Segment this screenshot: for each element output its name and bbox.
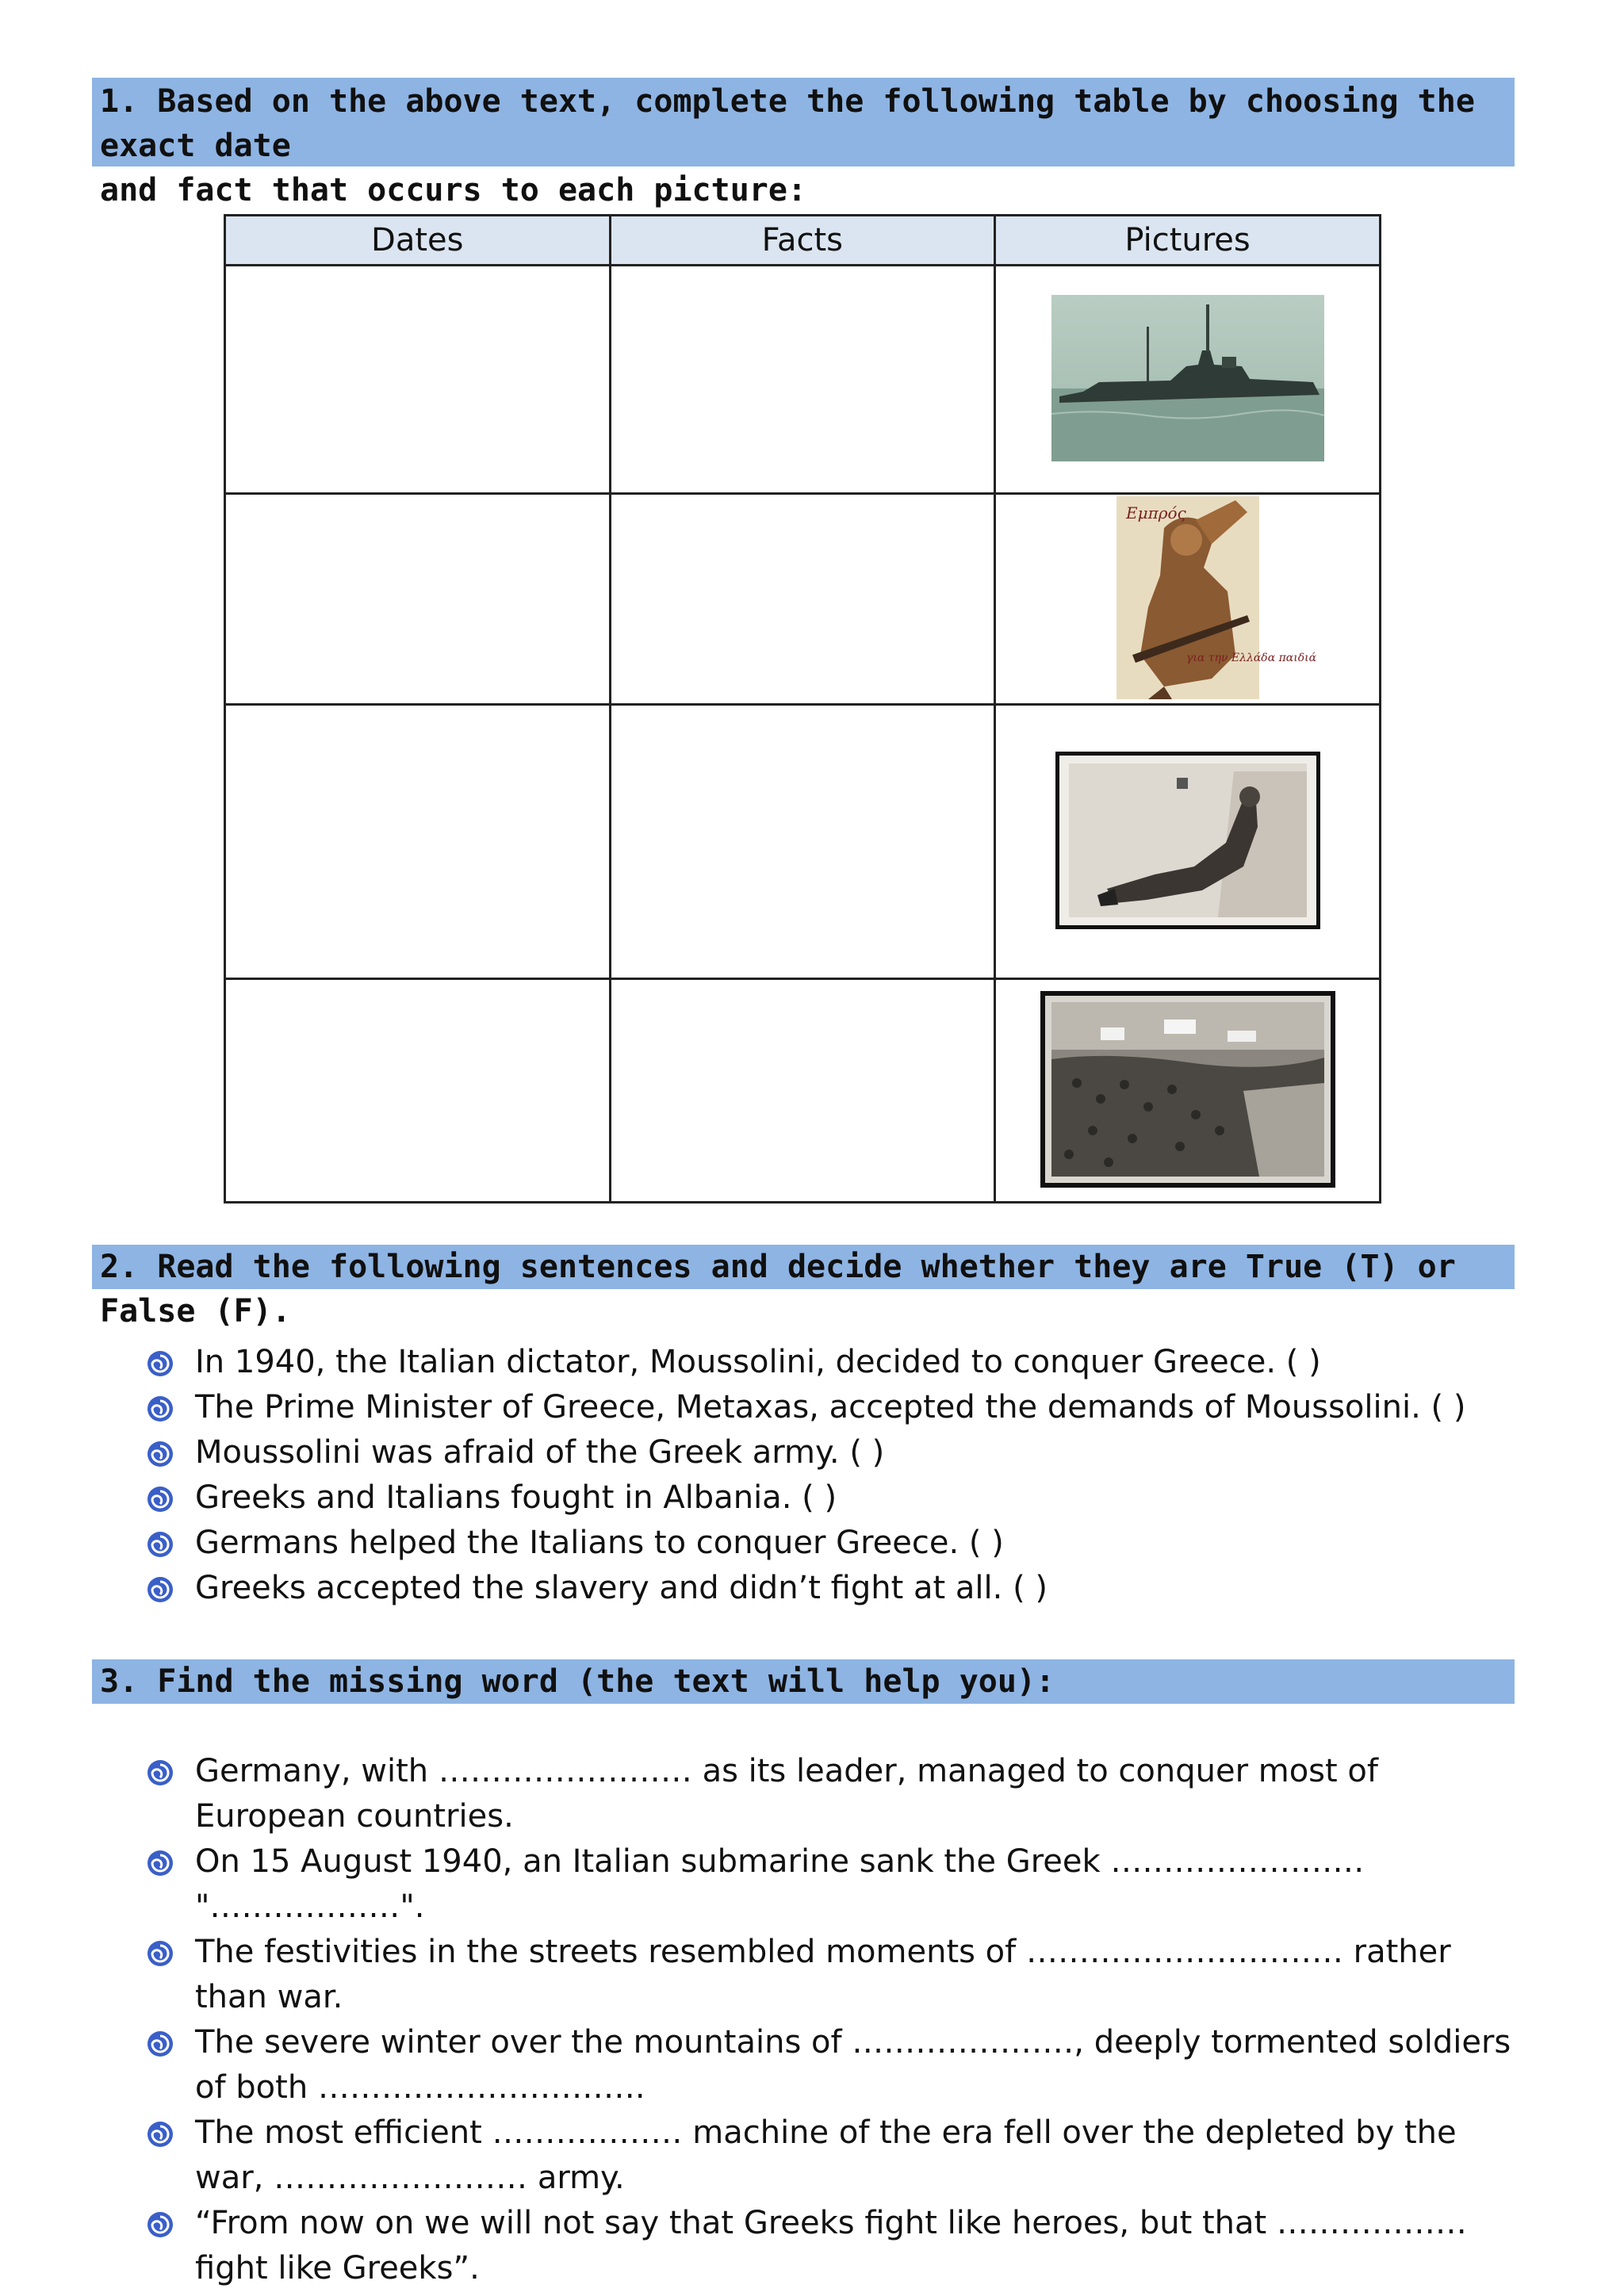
list-item: Moussolini was afraid of the Greek army. ( ) [143,1430,1522,1475]
list-item: The most efficient ……………… machine of the era fell over the depleted by the war, …………………… army. [143,2110,1522,2201]
section1-heading-line2: and fact that occurs to each picture: [100,172,807,209]
fact-cell-2[interactable] [610,494,995,705]
date-cell-2[interactable] [225,494,611,705]
list-item: Greeks and Italians fought in Albania. ( ) [143,1475,1522,1521]
missing-word-list [143,1749,1522,2291]
swirl-bullet-icon [146,2210,174,2239]
fact-cell-4[interactable] [610,979,995,1203]
list-item: The festivities in the streets resembled moments of ………………………… rather than war. [143,1930,1522,2020]
warship-photo [1051,295,1324,461]
picture-cell-2 [995,494,1381,705]
swirl-bullet-icon [146,1575,174,1604]
list-item: On 15 August 1940, an Italian submarine sank the Greek …………………… "………………". [143,1839,1522,1930]
section3-heading: 3. Find the missing word (the text will help you): [92,1659,1515,1704]
facts-header: Facts [610,216,995,266]
swirl-bullet-icon [146,1939,174,1968]
swirl-bullet-icon [146,2120,174,2149]
swirl-bullet-icon [146,1530,174,1559]
section1-heading [92,78,1515,209]
wounded-soldier-photo [1055,752,1320,929]
swirl-bullet-icon [146,1758,174,1787]
list-item: The severe winter over the mountains of …………………, deeply tormented soldiers of both …………………………. [143,2020,1522,2110]
true-false-list [143,1340,1522,1611]
table-header-row [225,216,1381,266]
swirl-bullet-icon [146,2030,174,2058]
table-row [225,494,1381,705]
picture-cell-3 [995,705,1381,979]
poster-bottom-text: για την Ελλάδα παιδιά [1185,651,1316,664]
picture-cell-4 [995,979,1381,1203]
fact-cell-3[interactable] [610,705,995,979]
date-cell-4[interactable] [225,979,611,1203]
list-item: “From now on we will not say that Greeks fight like heroes, but that ……………… fight like Greeks”. [143,2201,1522,2291]
date-cell-3[interactable] [225,705,611,979]
swirl-bullet-icon [146,1349,174,1378]
list-item: The Prime Minister of Greece, Metaxas, accepted the demands of Moussolini. ( ) [143,1385,1522,1430]
poster-top-text: Εμπρός [1125,503,1186,522]
section2-heading: 2. Read the following sentences and decide whether they are True (T) or False (F). [92,1245,1515,1289]
list-item: Germans helped the Italians to conquer Greece. ( ) [143,1521,1522,1566]
fact-cell-1[interactable] [610,266,995,494]
date-cell-1[interactable] [225,266,611,494]
swirl-bullet-icon [146,1395,174,1423]
picture-cell-1 [995,266,1381,494]
list-item: Germany, with …………………… as its leader, managed to conquer most of European countries. [143,1749,1522,1839]
pictures-header: Pictures [995,216,1381,266]
list-item: In 1940, the Italian dictator, Moussolini, decided to conquer Greece. ( ) [143,1340,1522,1385]
table-row [225,705,1381,979]
dates-facts-pictures-table [224,214,1381,1203]
list-item: Greeks accepted the slavery and didn’t fight at all. ( ) [143,1566,1522,1611]
swirl-bullet-icon [146,1849,174,1877]
crowd-rally-photo [1040,991,1335,1188]
swirl-bullet-icon [146,1440,174,1468]
dates-header: Dates [225,216,611,266]
section1-heading-line1: 1. Based on the above text, complete the following table by choosing the exact date [100,83,1475,164]
table-row [225,266,1381,494]
table-row [225,979,1381,1203]
soldier-poster [1116,496,1316,699]
swirl-bullet-icon [146,1485,174,1513]
